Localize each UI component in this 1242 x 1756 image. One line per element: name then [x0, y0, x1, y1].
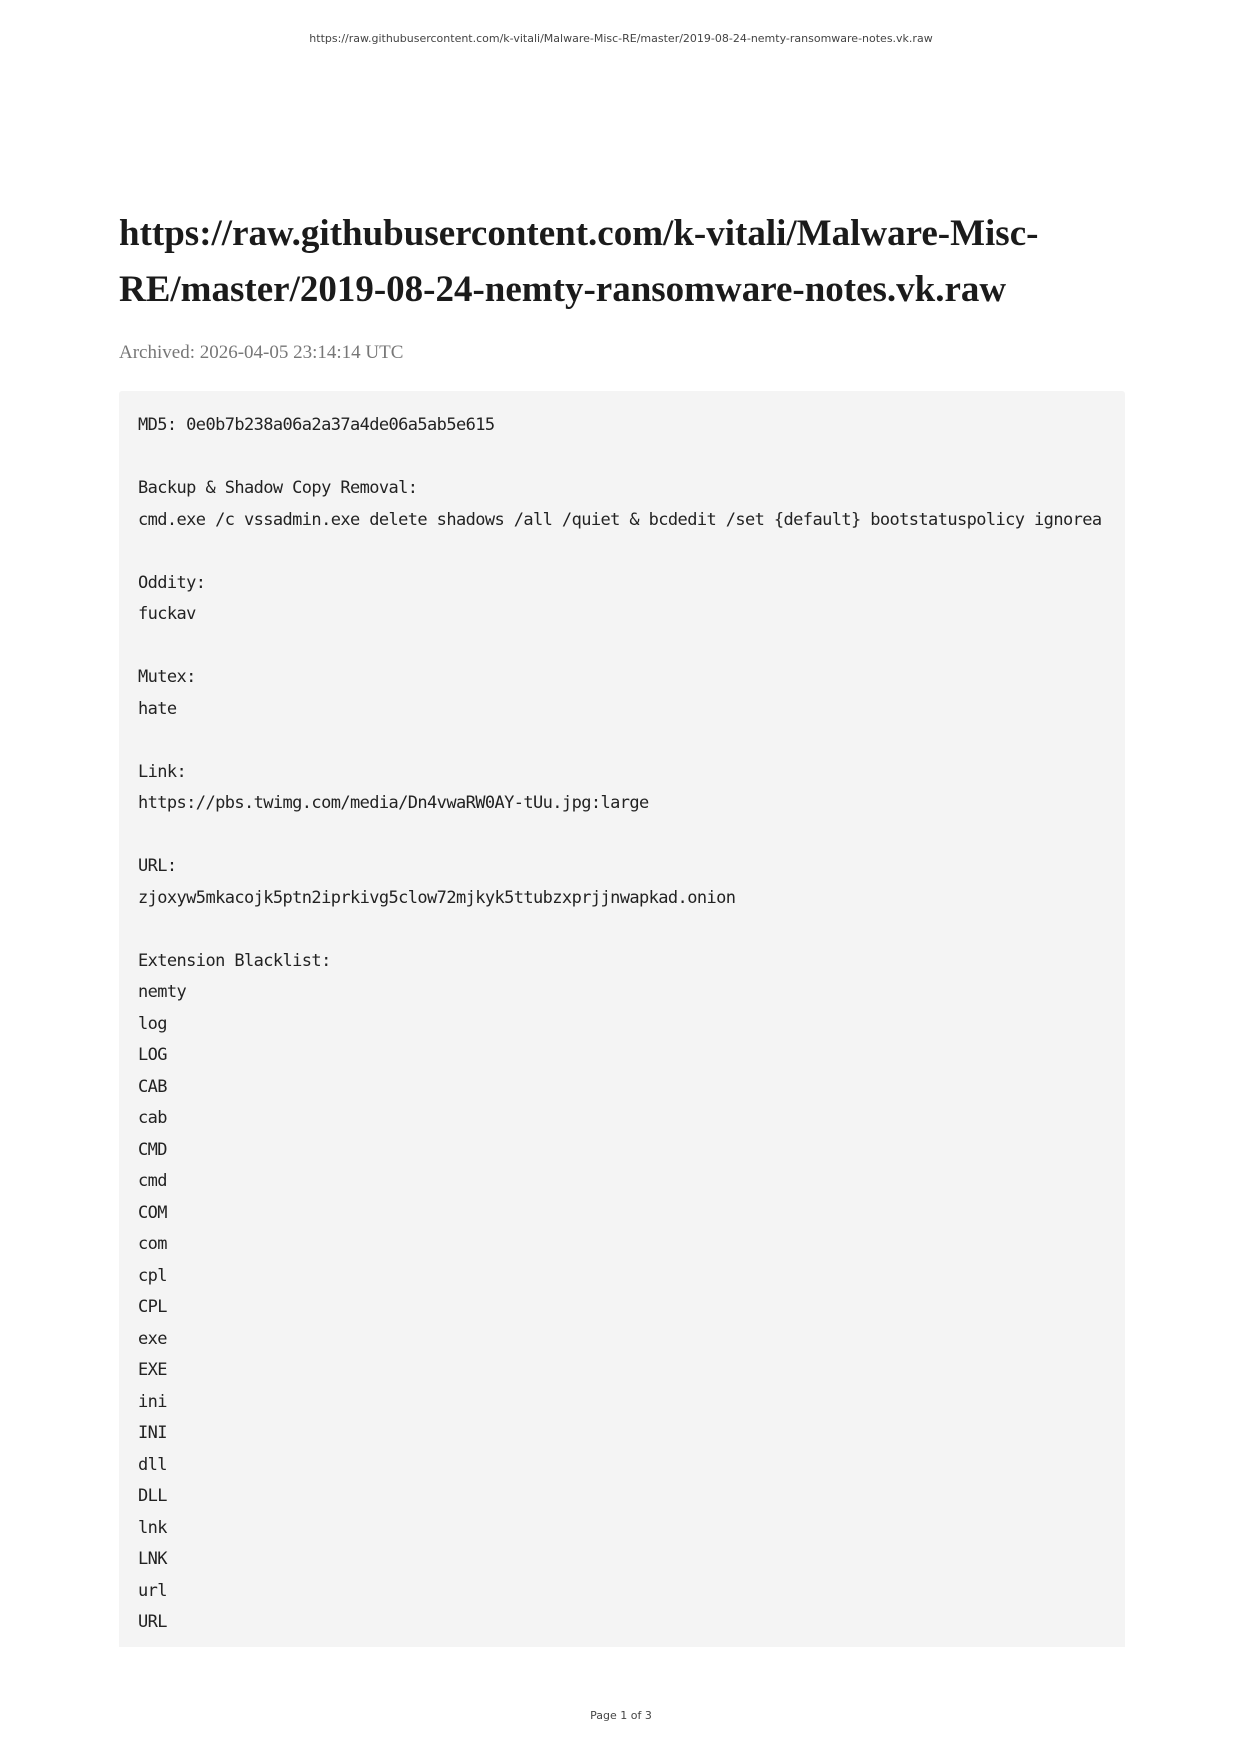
code-line: url	[138, 1580, 167, 1601]
code-line: LNK	[138, 1549, 167, 1569]
page-number: Page 1 of 3	[590, 1709, 652, 1722]
page-title-line-2: RE/master/2019-08-24-nemty-ransomware-notes.vk.raw	[119, 269, 1007, 310]
code-line: cpl	[138, 1265, 167, 1286]
code-line: DLL	[138, 1486, 167, 1506]
code-line: CAB	[138, 1076, 167, 1097]
code-line: cab	[138, 1108, 167, 1128]
code-line	[138, 631, 1125, 663]
archived-timestamp: Archived: 2026-04-05 23:14:14 UTC	[119, 342, 404, 363]
code-line: INI	[138, 1423, 167, 1443]
code-line: CMD	[138, 1139, 167, 1160]
code-line: URL	[138, 1612, 167, 1632]
code-line: LOG	[138, 1045, 167, 1065]
code-line: nemty	[138, 982, 187, 1002]
code-line: dll	[138, 1454, 167, 1475]
code-line	[138, 442, 1125, 474]
code-line: Extension Blacklist:	[138, 950, 331, 971]
code-line: com	[138, 1234, 167, 1254]
code-line: Mutex:	[138, 667, 196, 687]
code-line	[138, 914, 1125, 946]
code-line	[138, 536, 1125, 568]
page-header-url: https://raw.githubusercontent.com/k-vitali/Malware-Misc-RE/master/2019-08-24-nemty-ransomware-notes.vk.raw	[309, 32, 933, 45]
code-line: fuckav	[138, 604, 196, 624]
code-line: URL:	[138, 856, 177, 876]
code-line: EXE	[138, 1360, 167, 1380]
code-line: zjoxyw5mkacojk5ptn2iprkivg5clow72mjkyk5ttubzxprjjnwapkad.onion	[138, 887, 736, 908]
code-line: log	[138, 1013, 167, 1034]
code-line: cmd.exe /c vssadmin.exe delete shadows /all /quiet & bcdedit /set {default} bootstatuspolicy ignorea	[138, 509, 1102, 530]
page-title	[119, 206, 1129, 318]
code-line: lnk	[138, 1517, 167, 1538]
code-line: https://pbs.twimg.com/media/Dn4vwaRW0AY-tUu.jpg:large	[138, 793, 649, 813]
code-line: CPL	[138, 1297, 167, 1317]
code-line	[138, 820, 1125, 852]
code-line	[138, 725, 1125, 757]
code-lines	[138, 410, 1125, 1639]
code-line: Oddity:	[138, 572, 206, 593]
code-line: hate	[138, 698, 177, 719]
code-line: Backup & Shadow Copy Removal:	[138, 478, 418, 498]
code-line: exe	[138, 1328, 167, 1349]
code-line: ini	[138, 1391, 167, 1412]
page-title-line-1: https://raw.githubusercontent.com/k-vitali/Malware-Misc-	[119, 213, 1039, 254]
code-line: MD5: 0e0b7b238a06a2a37a4de06a5ab5e615	[138, 415, 495, 435]
code-line: COM	[138, 1202, 167, 1223]
code-line: Link:	[138, 761, 187, 782]
code-block	[119, 391, 1125, 1647]
code-line: cmd	[138, 1171, 167, 1191]
